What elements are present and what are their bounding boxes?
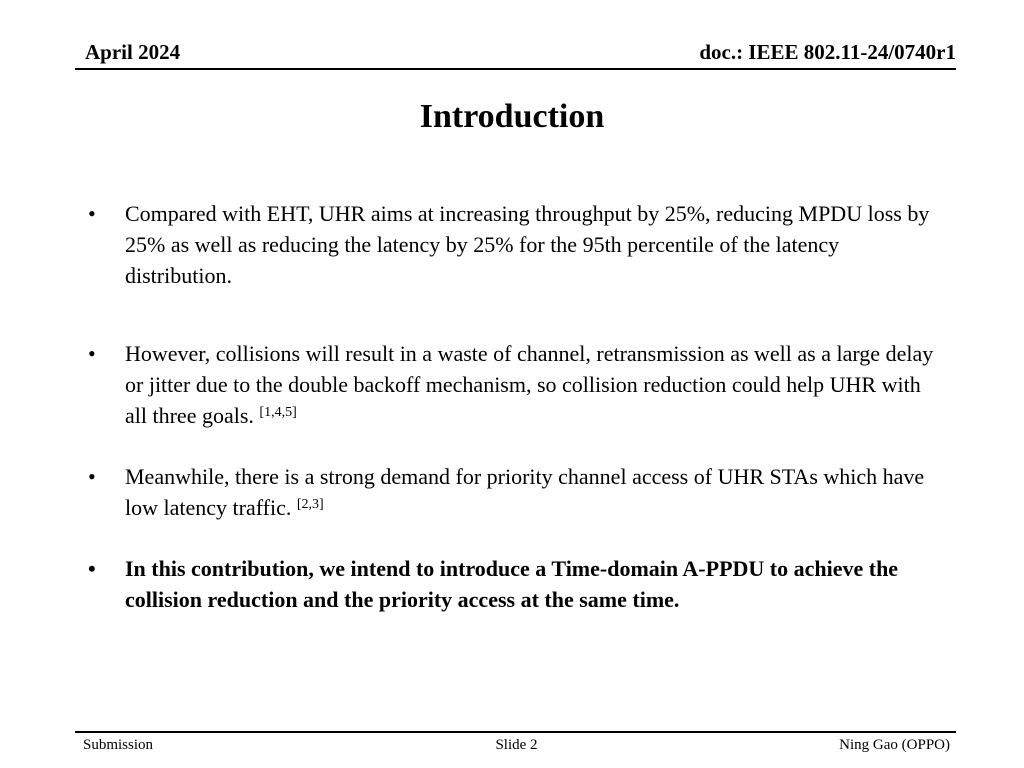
bullet-text (125, 338, 944, 431)
bullet-text (125, 198, 944, 291)
bullet-icon: • (88, 556, 96, 581)
bullet-icon: • (88, 201, 96, 226)
footer-submission: Submission (83, 737, 154, 753)
bullet-list (88, 198, 944, 615)
footer-slide-number: Slide 2 (495, 737, 538, 753)
slide-header (75, 40, 956, 70)
bullet-item (88, 198, 944, 291)
bullet-text-body: However, collisions will result in a waste of channel, retransmission as well as a large delay or jitter due to the double backoff mechanism, so collision reduction could help UHR with all three goals. (125, 341, 934, 428)
bullet-icon: • (88, 341, 96, 366)
bullet-icon: • (88, 464, 96, 489)
bullet-text (125, 461, 944, 523)
citation-superscript: [1,4,5] (259, 405, 297, 420)
footer-author: Ning Gao (OPPO) (839, 737, 950, 753)
bullet-item (88, 553, 944, 615)
slide-content (88, 198, 944, 615)
bullet-text-body: Meanwhile, there is a strong demand for priority channel access of UHR STAs which have low latency traffic. (125, 464, 925, 520)
bullet-text-body: Compared with EHT, UHR aims at increasing throughput by 25%, reducing MPDU loss by 25% as well as reducing the latency by 25% for the 95th percentile of the latency distribution. (125, 201, 930, 288)
bullet-text-body: In this contribution, we intend to introduce a Time-domain A-PPDU to achieve the collision reduction and the priority access at the same time. (125, 556, 899, 612)
bullet-text (125, 553, 944, 615)
bullet-item (88, 461, 944, 523)
citation-superscript: [2,3] (296, 497, 324, 512)
slide-title: Introduction (419, 98, 605, 135)
header-date: April 2024 (85, 40, 181, 64)
slide-footer (75, 731, 956, 754)
bullet-item (88, 338, 944, 431)
header-doc-number: doc.: IEEE 802.11-24/0740r1 (699, 40, 956, 64)
